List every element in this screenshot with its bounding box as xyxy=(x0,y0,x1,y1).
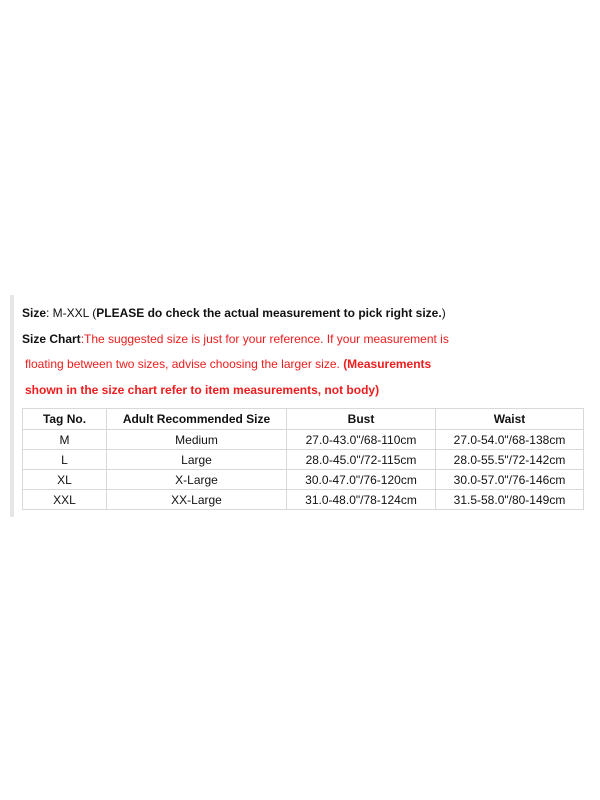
table-row xyxy=(23,470,584,490)
table-row xyxy=(23,450,584,470)
cell-bust: 31.0-48.0"/78-124cm xyxy=(287,490,436,510)
cell-size: XX-Large xyxy=(107,490,287,510)
size-chart-note-2: floating between two sizes, advise choosing the larger size. xyxy=(25,357,344,371)
size-table xyxy=(22,408,584,510)
size-chart-label: Size Chart xyxy=(22,332,81,346)
table-row xyxy=(23,430,584,450)
header-tag-no: Tag No. xyxy=(23,409,107,430)
cell-bust: 27.0-43.0"/68-110cm xyxy=(287,430,436,450)
size-line xyxy=(22,306,446,320)
header-waist: Waist xyxy=(436,409,584,430)
cell-size: X-Large xyxy=(107,470,287,490)
size-range: : M-XXL ( xyxy=(46,306,97,320)
cell-size: Large xyxy=(107,450,287,470)
table-header-row xyxy=(23,409,584,430)
cell-size: Medium xyxy=(107,430,287,450)
cell-waist: 27.0-54.0"/68-138cm xyxy=(436,430,584,450)
size-chart-line xyxy=(22,332,449,346)
table-row xyxy=(23,490,584,510)
size-check-note: PLEASE do check the actual measurement to pick right size. xyxy=(96,306,442,320)
cell-tag: XL xyxy=(23,470,107,490)
size-label: Size xyxy=(22,306,47,320)
header-bust: Bust xyxy=(287,409,436,430)
size-chart-note-line-2 xyxy=(25,357,431,371)
cell-tag: L xyxy=(23,450,107,470)
header-adult-size: Adult Recommended Size xyxy=(107,409,287,430)
cell-waist: 31.5-58.0"/80-149cm xyxy=(436,490,584,510)
size-line-close: ) xyxy=(441,306,446,320)
size-chart-note-1: :The suggested size is just for your reference. If your measurement is xyxy=(80,332,449,346)
cell-bust: 28.0-45.0"/72-115cm xyxy=(287,450,436,470)
size-chart-note-3: shown in the size chart refer to item measurements, not body) xyxy=(25,383,380,397)
cell-waist: 30.0-57.0"/76-146cm xyxy=(436,470,584,490)
size-chart-note-2-bold: (Measurements xyxy=(343,357,432,371)
size-chart-note-line-3 xyxy=(25,383,379,397)
size-info-panel xyxy=(10,295,590,517)
cell-waist: 28.0-55.5"/72-142cm xyxy=(436,450,584,470)
cell-tag: M xyxy=(23,430,107,450)
cell-bust: 30.0-47.0"/76-120cm xyxy=(287,470,436,490)
cell-tag: XXL xyxy=(23,490,107,510)
